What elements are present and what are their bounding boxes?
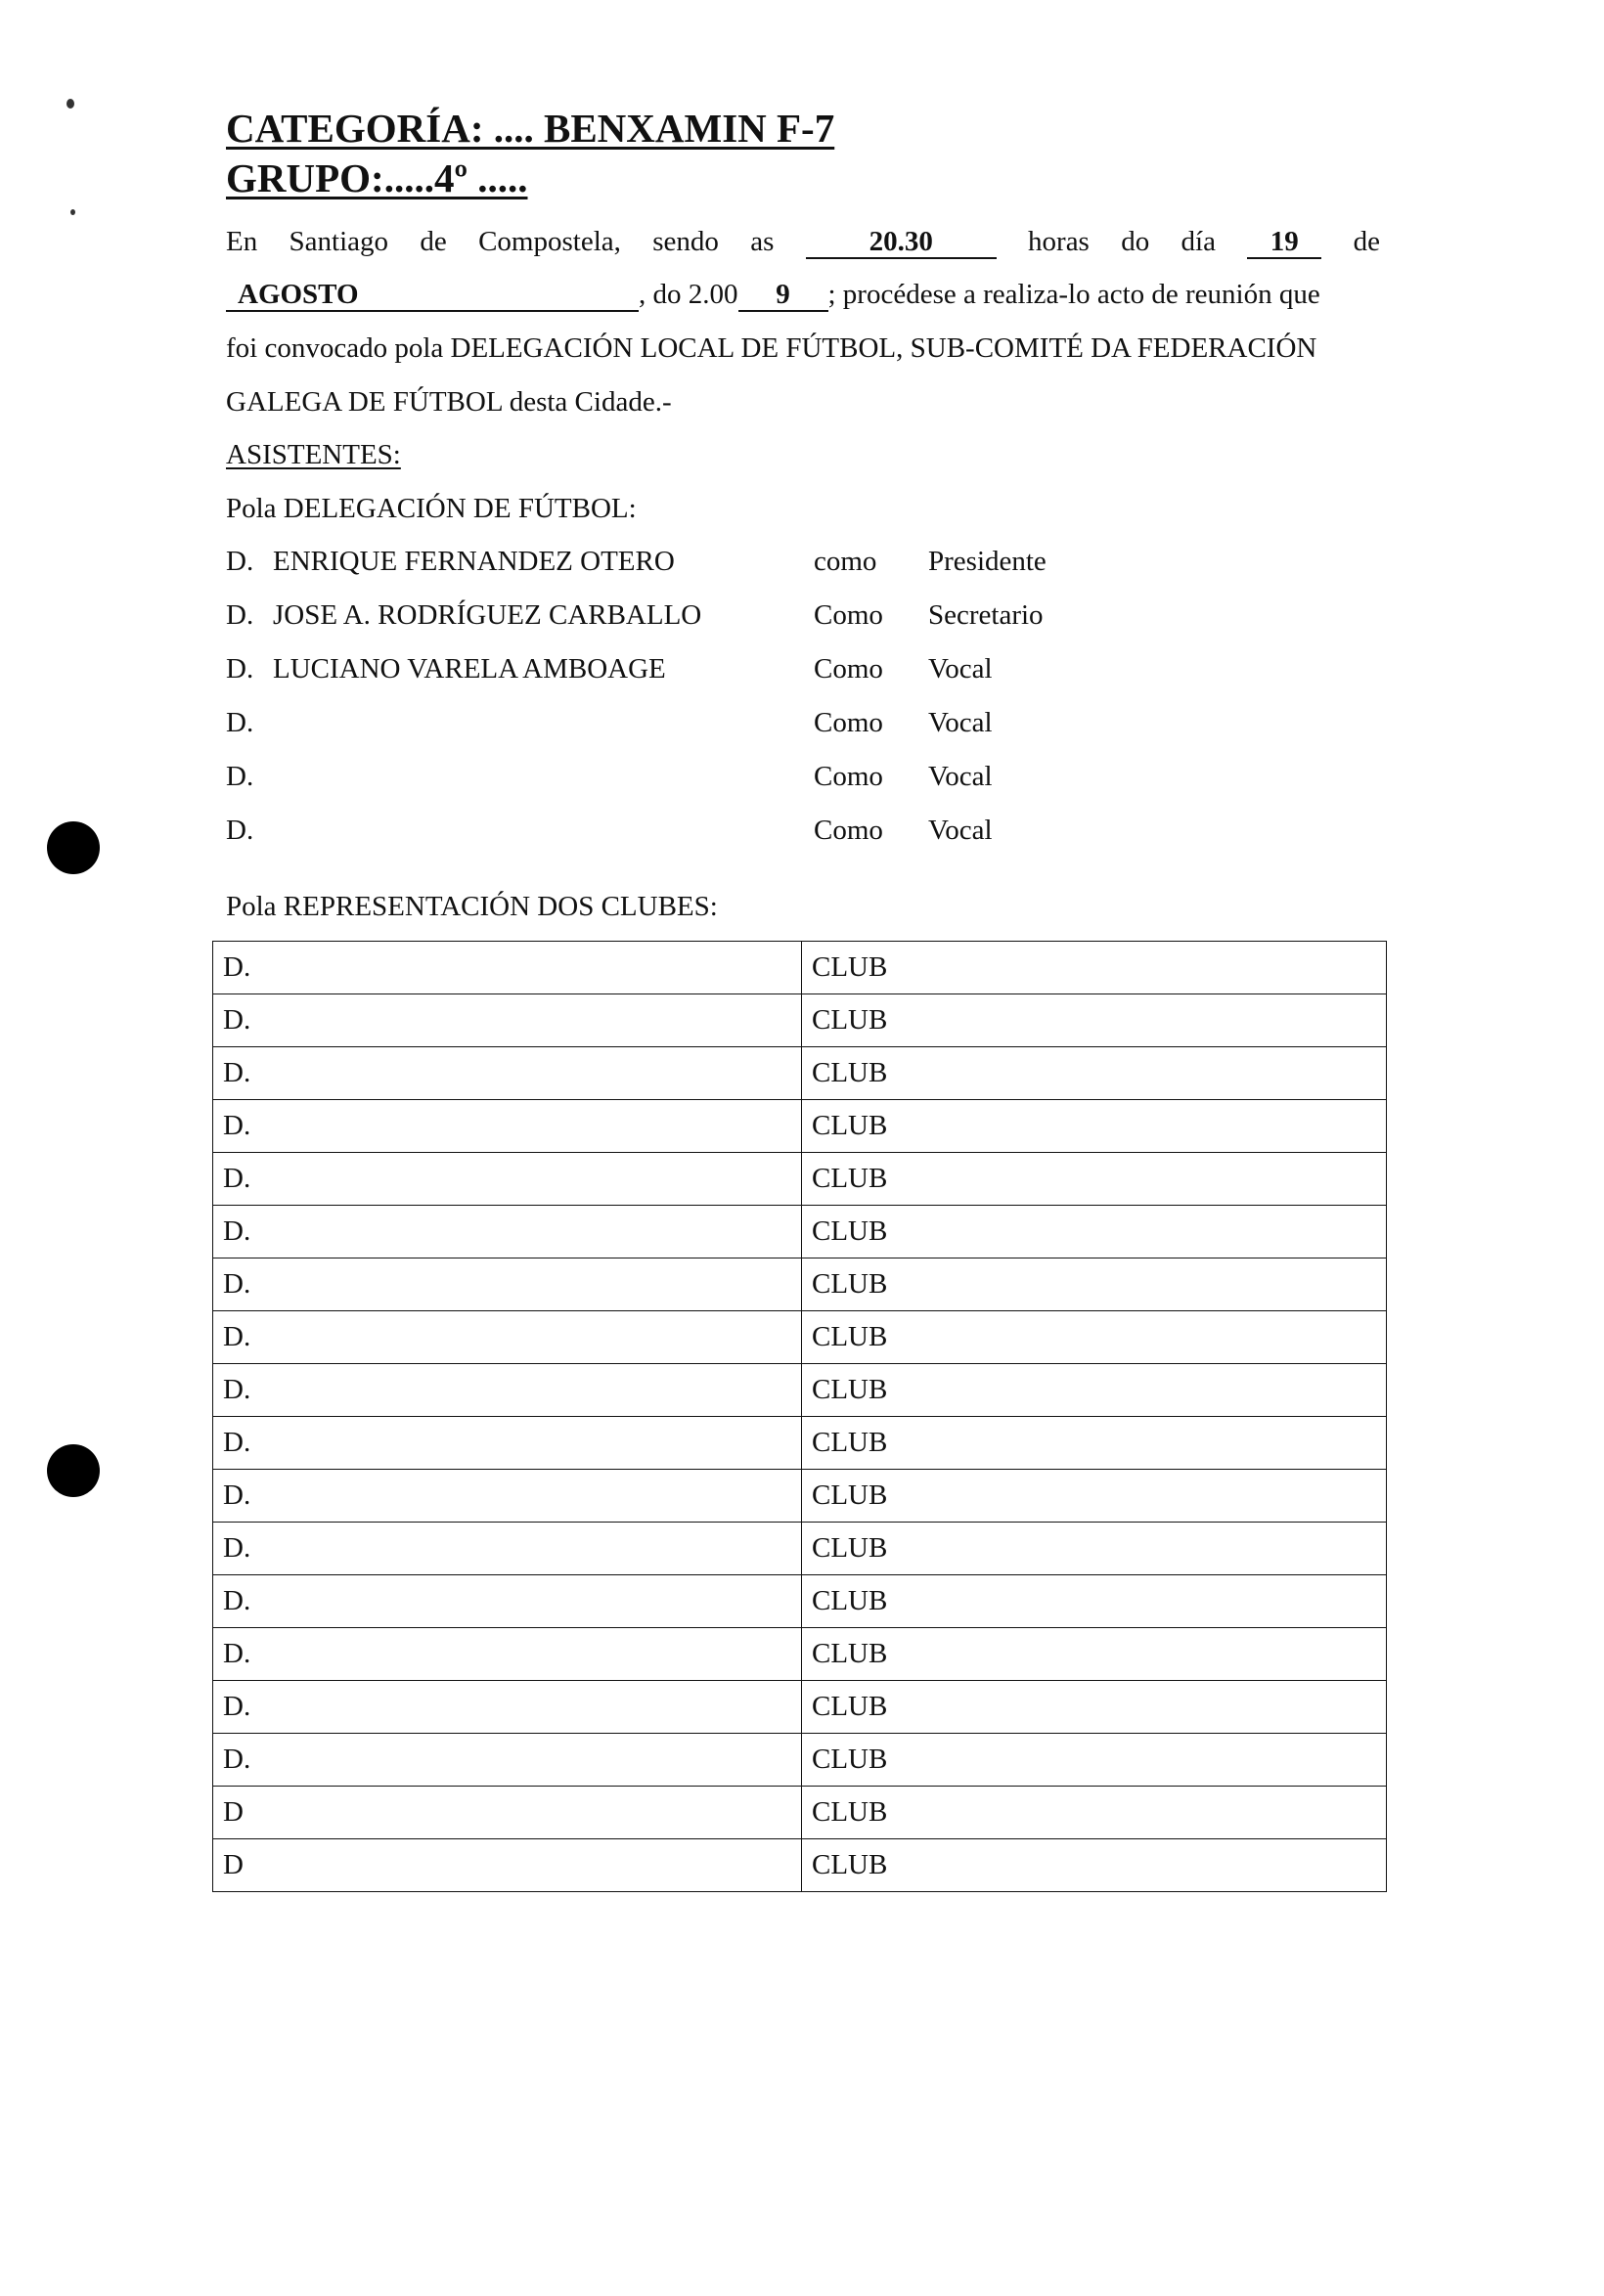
club-cell: CLUB	[802, 1839, 1387, 1892]
asistentes-heading: ASISTENTES:	[226, 439, 401, 470]
intro-word: de	[1353, 226, 1380, 257]
representative-cell: D.	[213, 1575, 802, 1628]
delegation-member-row	[226, 763, 1106, 794]
member-role: Secretario	[928, 599, 1044, 631]
member-as: Como	[814, 815, 883, 846]
representative-cell: D.	[213, 1100, 802, 1153]
binder-hole-bottom	[47, 1444, 100, 1497]
delegation-member-row	[226, 709, 1106, 740]
club-cell: CLUB	[802, 994, 1387, 1047]
binder-hole-top	[47, 821, 100, 874]
year-digit-field: 9	[738, 281, 828, 312]
club-cell: CLUB	[802, 942, 1387, 994]
club-row	[213, 1523, 1387, 1575]
delegation-member-row	[226, 817, 1106, 848]
date-month-group	[226, 281, 1320, 312]
club-row	[213, 1470, 1387, 1523]
club-row	[213, 1258, 1387, 1311]
member-as: como	[814, 546, 877, 577]
club-row	[213, 1100, 1387, 1153]
representative-cell: D.	[213, 1681, 802, 1734]
representative-cell: D.	[213, 1417, 802, 1470]
representative-cell: D.	[213, 1523, 802, 1575]
representative-cell: D	[213, 1787, 802, 1839]
club-cell: CLUB	[802, 1523, 1387, 1575]
member-role: Vocal	[928, 707, 993, 738]
club-row	[213, 1047, 1387, 1100]
club-row	[213, 1575, 1387, 1628]
club-cell: CLUB	[802, 1100, 1387, 1153]
intro-word: horas	[1028, 226, 1090, 257]
member-as: Como	[814, 761, 883, 792]
club-row	[213, 1311, 1387, 1364]
club-cell: CLUB	[802, 1681, 1387, 1734]
member-prefix: D.	[226, 761, 254, 792]
year-prefix: , do 2.00	[639, 279, 738, 310]
member-role: Vocal	[928, 761, 993, 792]
representative-cell: D	[213, 1839, 802, 1892]
member-prefix: D.	[226, 546, 254, 577]
delegation-member-row	[226, 548, 1106, 579]
representative-cell: D.	[213, 1628, 802, 1681]
member-as: Como	[814, 653, 883, 684]
representative-cell: D.	[213, 1734, 802, 1787]
intro-line-4: GALEGA DE FÚTBOL desta Cidade.-	[226, 386, 672, 418]
representative-cell: D.	[213, 1311, 802, 1364]
club-row	[213, 1787, 1387, 1839]
club-row	[213, 1364, 1387, 1417]
club-cell: CLUB	[802, 1153, 1387, 1206]
member-role: Vocal	[928, 653, 993, 684]
member-prefix: D.	[226, 653, 254, 684]
intro-word: as	[750, 226, 775, 257]
member-role: Vocal	[928, 815, 993, 846]
member-prefix: D.	[226, 599, 254, 631]
category-title: CATEGORÍA: .... BENXAMIN F-7	[226, 106, 835, 151]
group-title: GRUPO:.....4º .....	[226, 155, 528, 200]
clubs-table	[212, 941, 1387, 1892]
intro-word: do	[1121, 226, 1150, 257]
delegacion-label: Pola DELEGACIÓN DE FÚTBOL:	[226, 493, 637, 524]
club-row	[213, 1681, 1387, 1734]
member-as: Como	[814, 599, 883, 631]
representative-cell: D.	[213, 1047, 802, 1100]
club-row	[213, 1206, 1387, 1258]
intro-line-3: foi convocado pola DELEGACIÓN LOCAL DE FÚTBOL, SUB-COMITÉ DA FEDERACIÓN	[226, 332, 1317, 364]
intro-line-2-rest: ; procédese a realiza-lo acto de reunión que	[827, 279, 1320, 310]
scan-speck	[67, 99, 74, 109]
intro-word: día	[1181, 226, 1216, 257]
club-row	[213, 942, 1387, 994]
intro-word: de	[420, 226, 447, 257]
club-cell: CLUB	[802, 1417, 1387, 1470]
intro-line-1	[226, 228, 1380, 259]
club-cell: CLUB	[802, 1787, 1387, 1839]
member-name: ENRIQUE FERNANDEZ OTERO	[273, 546, 675, 577]
delegation-member-row	[226, 601, 1106, 633]
club-cell: CLUB	[802, 1258, 1387, 1311]
representative-cell: D.	[213, 1153, 802, 1206]
intro-word: En	[226, 226, 258, 257]
club-row	[213, 994, 1387, 1047]
intro-word: Compostela,	[478, 226, 621, 257]
intro-word: Santiago	[289, 226, 389, 257]
intro-line-2	[226, 281, 1380, 312]
delegation-member-row	[226, 655, 1106, 686]
hour-field: 20.30	[806, 228, 997, 259]
club-row	[213, 1153, 1387, 1206]
member-prefix: D.	[226, 815, 254, 846]
member-as: Como	[814, 707, 883, 738]
representative-cell: D.	[213, 994, 802, 1047]
club-cell: CLUB	[802, 1734, 1387, 1787]
club-cell: CLUB	[802, 1575, 1387, 1628]
club-cell: CLUB	[802, 1047, 1387, 1100]
club-row	[213, 1628, 1387, 1681]
month-field: AGOSTO	[226, 281, 639, 312]
intro-word: sendo	[652, 226, 719, 257]
representative-cell: D.	[213, 1206, 802, 1258]
representative-cell: D.	[213, 1258, 802, 1311]
member-role: Presidente	[928, 546, 1047, 577]
clubes-label: Pola REPRESENTACIÓN DOS CLUBES:	[226, 891, 718, 922]
club-cell: CLUB	[802, 1628, 1387, 1681]
representative-cell: D.	[213, 1364, 802, 1417]
scan-speck	[70, 209, 75, 215]
club-cell: CLUB	[802, 1364, 1387, 1417]
club-cell: CLUB	[802, 1206, 1387, 1258]
club-row	[213, 1417, 1387, 1470]
day-field: 19	[1247, 228, 1321, 259]
club-row	[213, 1839, 1387, 1892]
club-row	[213, 1734, 1387, 1787]
club-cell: CLUB	[802, 1470, 1387, 1523]
member-prefix: D.	[226, 707, 254, 738]
representative-cell: D.	[213, 942, 802, 994]
club-cell: CLUB	[802, 1311, 1387, 1364]
member-name: LUCIANO VARELA AMBOAGE	[273, 653, 666, 684]
member-name: JOSE A. RODRÍGUEZ CARBALLO	[273, 599, 702, 631]
representative-cell: D.	[213, 1470, 802, 1523]
